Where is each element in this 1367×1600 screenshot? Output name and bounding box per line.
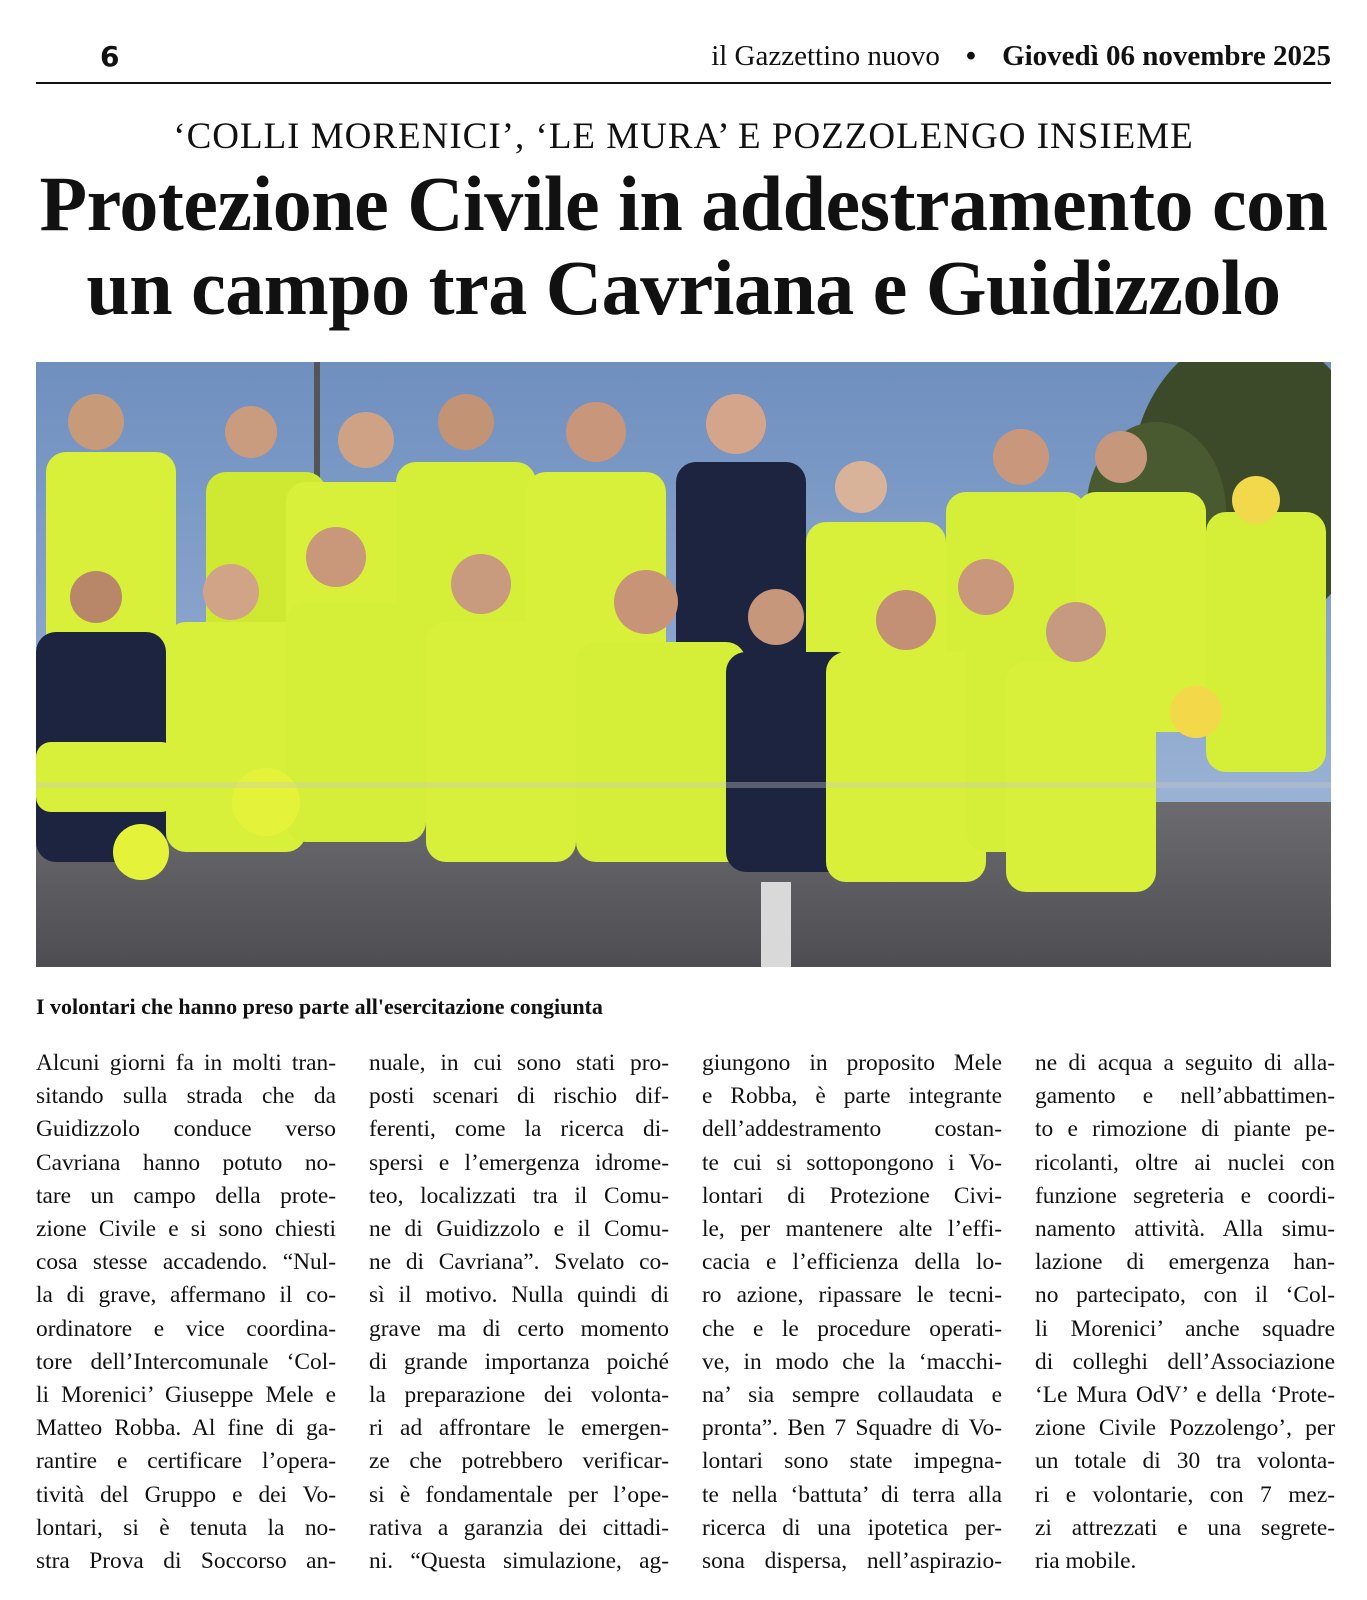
article-kicker: ‘COLLI MORENICI’, ‘LE MURA’ E POZZOLENGO INSIEME — [173, 116, 1194, 157]
text-line: Alcuni giorni fa in molti tran- — [36, 1050, 336, 1076]
text-line: posti scenari di rischio dif- — [369, 1083, 669, 1110]
publication-name: il Gazzettino nuovo — [711, 40, 940, 72]
photo-caption: I volontari che hanno preso parte all'esercitazione congiunta — [36, 994, 603, 1019]
text-line: ferenti, come la ricerca di- — [369, 1116, 669, 1143]
text-line: Cavriana hanno potuto no- — [36, 1149, 336, 1176]
text-line: cosa stesse accadendo. “Nul- — [36, 1249, 336, 1276]
text-line: ro azione, ripassare le tecni- — [702, 1282, 1002, 1309]
text-line: ne di Guidizzolo e il Comu- — [369, 1216, 669, 1243]
issue-date: Giovedì 06 novembre 2025 — [1002, 40, 1331, 72]
text-line: ordinatore e vice coordina- — [36, 1315, 336, 1342]
text-line: stra Prova di Soccorso an- — [36, 1548, 336, 1575]
text-line: nuale, in cui sono stati pro- — [369, 1050, 669, 1076]
text-line: rantire e certificare l’opera- — [36, 1448, 336, 1475]
text-line: ze che potrebbero verificar- — [369, 1448, 669, 1475]
page-number: 6 — [100, 40, 120, 73]
text-line: pronta”. Ben 7 Squadre di Vo- — [702, 1415, 1002, 1442]
text-line: sona dispersa, nell’aspirazio- — [702, 1548, 1002, 1575]
text-line: lontari, si è tenuta la no- — [36, 1514, 336, 1541]
text-column-4 — [1035, 1047, 1335, 1578]
text-line: lontari sono state impegna- — [702, 1448, 1002, 1475]
text-line: spersi e l’emergenza idrome- — [369, 1149, 669, 1176]
text-line: la preparazione dei volonta- — [369, 1382, 669, 1409]
header-separator: • — [965, 40, 977, 72]
text-line: tare un campo della prote- — [36, 1182, 336, 1209]
text-line: lazione di emergenza han- — [1035, 1249, 1335, 1276]
text-line: un totale di 30 tra volonta- — [1035, 1448, 1335, 1475]
text-line: no partecipato, con il ‘Col- — [1035, 1282, 1335, 1309]
text-line: ri ad affrontare le emergen- — [369, 1415, 669, 1442]
headline-line-1: Protezione Civile in addestramento con — [39, 160, 1328, 247]
text-line: dell’addestramento costan- — [702, 1116, 1002, 1143]
text-line: ve, in modo che la ‘macchi- — [702, 1348, 1002, 1375]
text-line: sitando sulla strada che da — [36, 1083, 336, 1110]
group-photo — [36, 362, 1331, 967]
text-line: li Morenici’ Giuseppe Mele e — [36, 1382, 336, 1409]
text-line: ne di acqua a seguito di alla- — [1035, 1050, 1335, 1076]
text-line: tività del Gruppo e dei Vo- — [36, 1481, 336, 1508]
text-line: te nella ‘battuta’ di terra alla — [702, 1481, 1002, 1508]
text-line: sì il motivo. Nulla quindi di — [369, 1282, 669, 1309]
text-line: zi attrezzati e una segrete- — [1035, 1514, 1335, 1541]
page-header — [36, 32, 1331, 84]
text-line: ricerca di una ipotetica per- — [702, 1514, 1002, 1541]
masthead-line — [711, 40, 1331, 73]
article-headline — [20, 162, 1347, 330]
text-line: to e rimozione di piante pe- — [1035, 1116, 1335, 1143]
text-column-3 — [702, 1047, 1002, 1578]
text-line: lontari di Protezione Civi- — [702, 1182, 1002, 1209]
text-line: e Robba, è parte integrante — [702, 1083, 1002, 1110]
text-line: ‘Le Mura OdV’ e della ‘Prote- — [1035, 1382, 1335, 1409]
text-line: le, per mantenere alte l’effi- — [702, 1216, 1002, 1243]
text-column-2 — [369, 1047, 669, 1578]
text-line: ricolanti, oltre ai nuclei con — [1035, 1149, 1335, 1176]
text-line: cacia e l’efficienza della lo- — [702, 1249, 1002, 1276]
group-photo-illustration — [36, 362, 1331, 967]
text-line: Guidizzolo conduce verso — [36, 1116, 336, 1143]
text-line: Matteo Robba. Al fine di ga- — [36, 1415, 336, 1442]
text-line: na’ sia sempre collaudata e — [702, 1382, 1002, 1409]
text-line: zione Civile Pozzolengo’, per — [1035, 1415, 1335, 1442]
text-line: si è fondamentale per l’ope- — [369, 1481, 669, 1508]
text-line: zione Civile e si sono chiesti — [36, 1216, 336, 1243]
text-line: che e le procedure operati- — [702, 1315, 1002, 1342]
text-line: di grande importanza poiché — [369, 1348, 669, 1375]
text-line: gamento e nell’abbattimen- — [1035, 1083, 1335, 1110]
text-line: namento attività. Alla simu- — [1035, 1216, 1335, 1243]
text-line: te cui si sottopongono i Vo- — [702, 1149, 1002, 1176]
text-line: ri e volontarie, con 7 mez- — [1035, 1481, 1335, 1508]
text-line: funzione segreteria e coordi- — [1035, 1182, 1335, 1209]
text-line: giungono in proposito Mele — [702, 1050, 1002, 1076]
text-line: ria mobile. — [1035, 1548, 1137, 1575]
text-column-1 — [36, 1047, 336, 1578]
text-line: tore dell’Intercomunale ‘Col- — [36, 1348, 336, 1375]
text-line: rativa a garanzia dei cittadi- — [369, 1514, 669, 1541]
text-line: di colleghi dell’Associazione — [1035, 1348, 1335, 1375]
text-line: teo, localizzati tra il Comu- — [369, 1182, 669, 1209]
text-line: la di grave, affermano il co- — [36, 1282, 336, 1309]
text-line: li Morenici’ anche squadre — [1035, 1315, 1335, 1342]
headline-line-2: un campo tra Cavriana e Guidizzolo — [86, 244, 1281, 331]
text-line: ni. “Questa simulazione, ag- — [369, 1548, 669, 1575]
article-body — [36, 1047, 1335, 1577]
text-line: ne di Cavriana”. Svelato co- — [369, 1249, 669, 1276]
text-line: grave ma di certo momento — [369, 1315, 669, 1342]
